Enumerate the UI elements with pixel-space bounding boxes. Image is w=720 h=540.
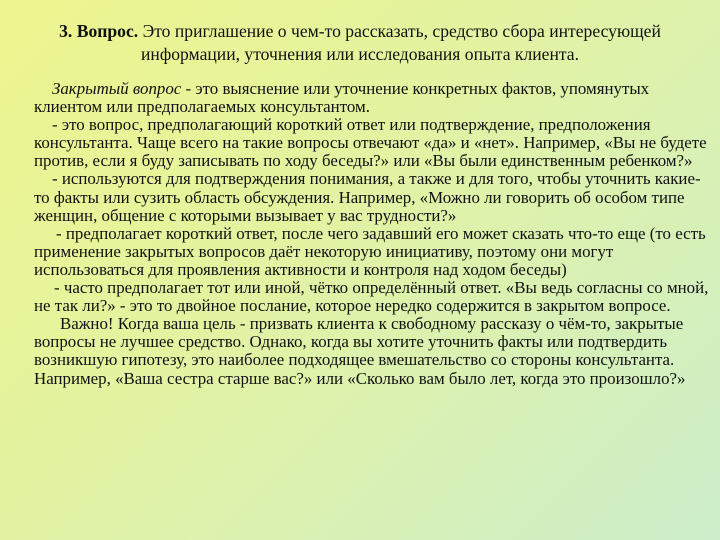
paragraph-4: - предполагает короткий ответ, после чего задавший его может сказать что-то еще (то есть применение закрытых вопросов даёт некоторую инициативу, поэтому они могут использоваться для проявления активности и контроля над ходом беседы) xyxy=(34,223,706,279)
paragraph-1-text: - это выяснение или уточнение конкретных фактов, упомянутых клиентом или предполагаемых консультантом. xyxy=(34,79,650,117)
paragraph-closed-question-definition xyxy=(34,80,710,116)
term-closed-question: Закрытый вопрос xyxy=(52,79,182,98)
paragraph-3: - используются для подтверждения понимания, а также и для того, чтобы уточнить какие-то факты или сузить область обсуждения. Например, «Можно ли говорить об особом типе женщин, общение с которыми вызывает у вас трудности?» xyxy=(34,169,701,225)
slide-body xyxy=(34,80,710,388)
paragraph-5: - часто предполагает тот или иной, чётко определённый ответ. «Вы ведь согласны со мной, не так ли?» - это то двойное послание, которое нередко содержится в закрытом вопросе. xyxy=(34,278,709,316)
paragraph-2: - это вопрос, предполагающий короткий ответ или подтверждение, предположения консультанта. Чаще всего на такие вопросы отвечают «да» и «нет». Например, «Вы не будете против, если я буду записывать по ходу беседы?» или «Вы были единственным ребенком?» xyxy=(34,115,707,171)
title-lead: 3. Вопрос. xyxy=(59,21,139,41)
slide-title xyxy=(30,20,690,66)
title-text: Это приглашение о чем-то рассказать, средство сбора интересующей информации, уточнения или исследования опыта клиента. xyxy=(138,21,661,64)
paragraph-6: Важно! Когда ваша цель - призвать клиента к свободному рассказу о чём-то, закрытые вопросы не лучшее средство. Однако, когда вы хотите уточнить факты или подтвердить возникшую гипотезу, это наиболее подходящее вмешательство со стороны консультанта. Например, «Ваша сестра старше вас?» или «Сколько вам было лет, когда это произошло?» xyxy=(34,314,686,388)
